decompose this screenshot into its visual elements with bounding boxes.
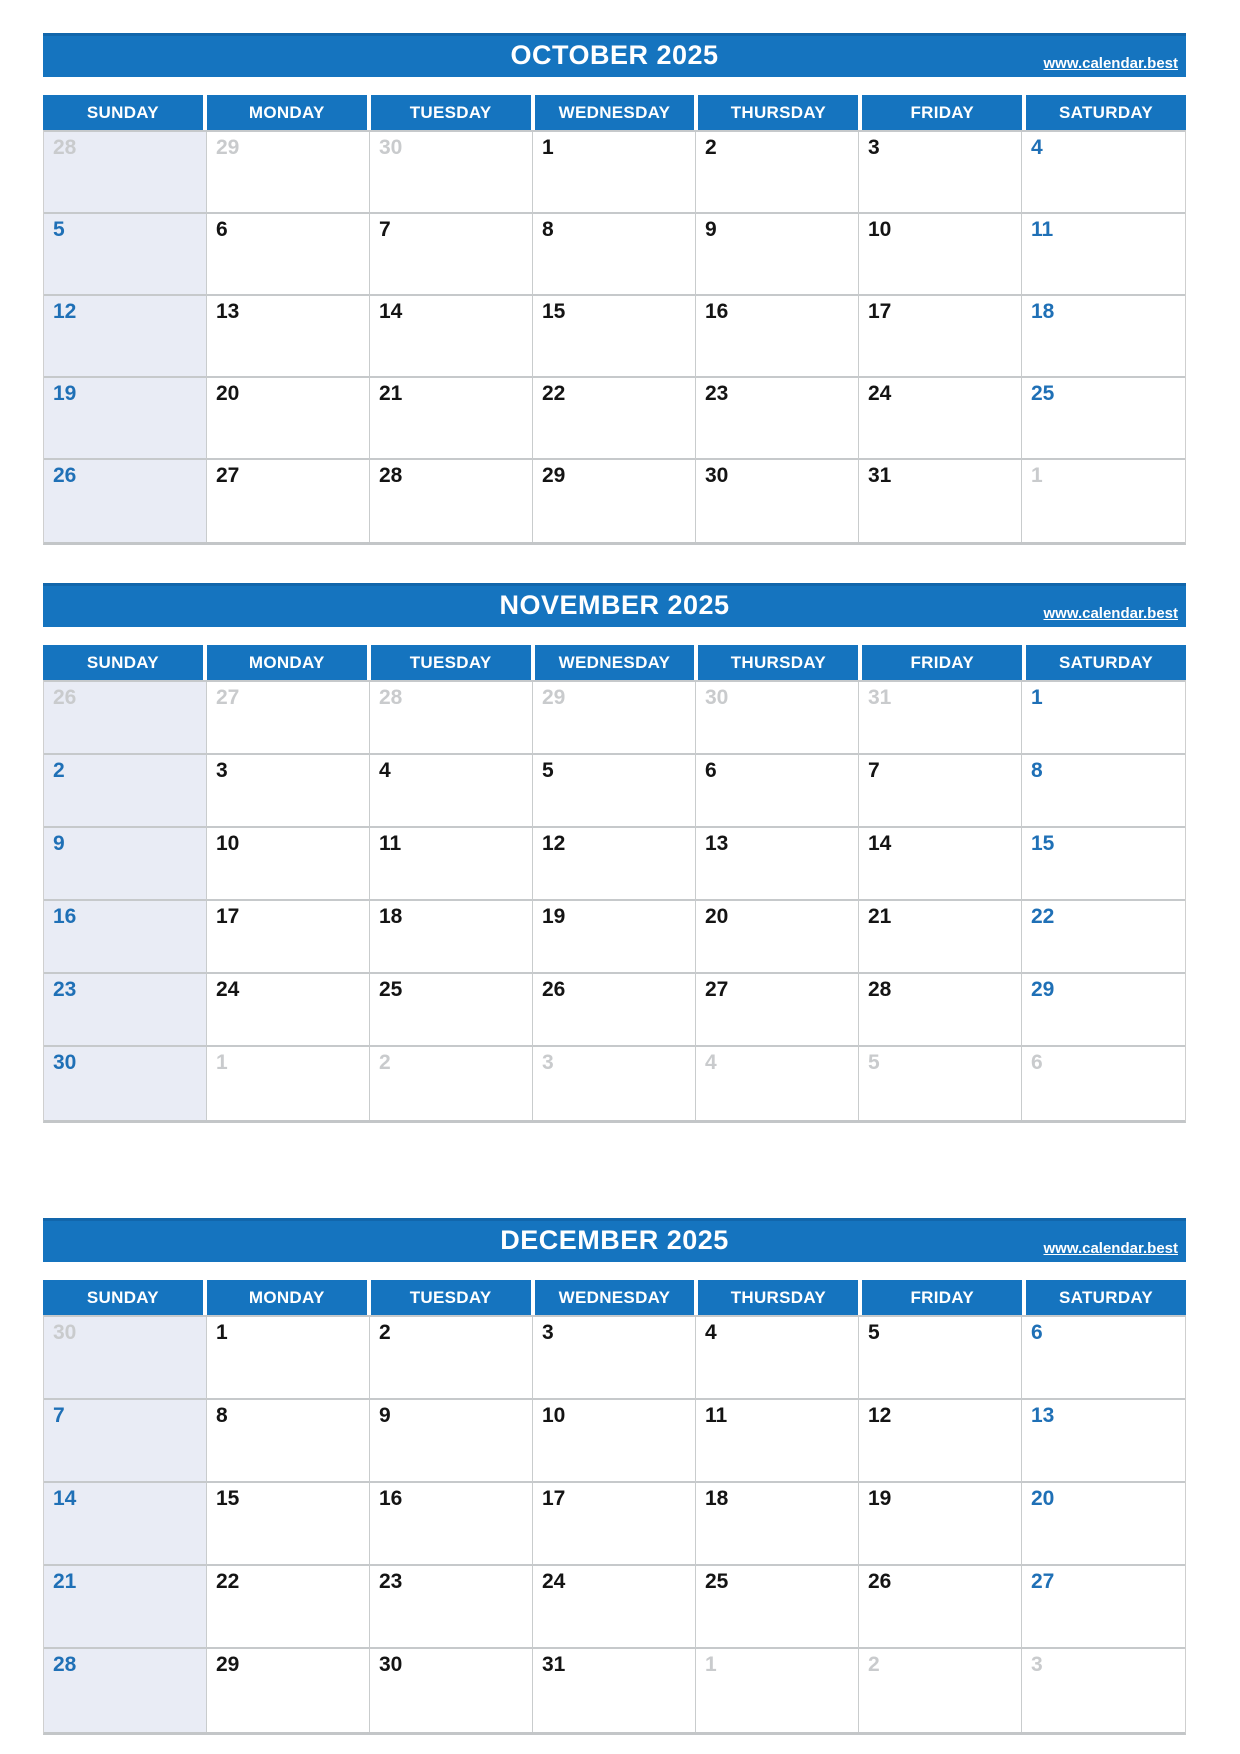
day-number: 30 [705,464,729,487]
day-cell [44,1566,207,1649]
day-number: 16 [705,300,729,323]
day-number: 1 [542,136,554,159]
day-number: 16 [379,1487,403,1510]
day-number: 3 [216,759,228,782]
day-number: 10 [216,832,240,855]
day-number: 17 [868,300,892,323]
weekday-header: THURSDAY [698,645,858,680]
day-number: 24 [542,1570,566,1593]
day-cell [207,378,370,460]
weekday-header: THURSDAY [698,1280,858,1315]
weekday-header: FRIDAY [862,1280,1022,1315]
site-link[interactable]: www.calendar.best [1043,1240,1178,1257]
day-number: 2 [868,1653,880,1676]
day-cell [370,1649,533,1732]
month-grid [43,130,1186,545]
day-cell [44,378,207,460]
day-cell [696,1483,859,1566]
day-number: 8 [542,218,554,241]
day-number: 4 [705,1321,717,1344]
day-cell [370,214,533,296]
day-cell [44,1483,207,1566]
weekday-header-row [43,1280,1186,1315]
day-cell [859,755,1022,828]
weekday-header-row [43,645,1186,680]
day-cell [370,1047,533,1120]
day-cell [207,1400,370,1483]
day-cell [859,378,1022,460]
day-number: 12 [868,1404,892,1427]
day-cell [1022,755,1185,828]
day-number: 19 [868,1487,892,1510]
day-number: 23 [379,1570,403,1593]
day-number: 2 [379,1051,391,1074]
day-number: 14 [53,1487,77,1510]
day-cell [859,214,1022,296]
day-cell [1022,214,1185,296]
day-cell [859,1649,1022,1732]
day-number: 14 [379,300,403,323]
day-cell [696,296,859,378]
day-cell [370,828,533,901]
day-cell [696,378,859,460]
day-number: 11 [705,1404,728,1427]
day-number: 13 [705,832,729,855]
day-cell [859,1047,1022,1120]
day-number: 7 [53,1404,65,1427]
day-number: 8 [216,1404,228,1427]
day-cell [1022,1483,1185,1566]
day-number: 22 [216,1570,240,1593]
month-section-november [43,583,1186,1123]
weekday-header: MONDAY [207,95,367,130]
day-cell [44,1400,207,1483]
day-number: 3 [542,1051,554,1074]
day-cell [44,901,207,974]
day-number: 21 [53,1570,77,1593]
day-number: 30 [53,1051,77,1074]
day-cell [370,378,533,460]
day-number: 30 [53,1321,77,1344]
site-link[interactable]: www.calendar.best [1043,55,1178,72]
day-number: 10 [542,1404,566,1427]
weekday-header: WEDNESDAY [535,95,695,130]
day-number: 29 [216,136,240,159]
day-number: 23 [705,382,729,405]
day-number: 26 [53,686,77,709]
day-number: 24 [216,978,240,1001]
day-cell [696,1317,859,1400]
day-number: 1 [1031,464,1043,487]
day-cell [207,1483,370,1566]
day-number: 19 [53,382,77,405]
day-number: 1 [216,1321,228,1344]
day-number: 20 [1031,1487,1055,1510]
day-cell [696,1400,859,1483]
day-cell [859,901,1022,974]
day-cell [1022,378,1185,460]
day-cell [1022,1649,1185,1732]
day-number: 9 [379,1404,391,1427]
weekday-header: WEDNESDAY [535,645,695,680]
month-grid [43,680,1186,1123]
day-cell [1022,296,1185,378]
day-number: 6 [1031,1321,1043,1344]
month-section-december [43,1218,1186,1735]
day-cell [533,1047,696,1120]
day-number: 5 [542,759,554,782]
day-number: 17 [542,1487,566,1510]
calendar-content [43,0,1186,1735]
day-cell [533,296,696,378]
day-cell [533,460,696,542]
day-number: 10 [868,218,892,241]
day-number: 18 [379,905,403,928]
day-cell [1022,1047,1185,1120]
day-cell [207,755,370,828]
day-number: 25 [705,1570,729,1593]
day-number: 28 [868,978,892,1001]
day-number: 30 [705,686,729,709]
day-number: 28 [53,136,77,159]
month-title-bar [43,1218,1186,1262]
day-number: 24 [868,382,892,405]
day-number: 9 [705,218,717,241]
weekday-header: MONDAY [207,1280,367,1315]
day-cell [533,1317,696,1400]
day-number: 30 [379,136,403,159]
weekday-header: TUESDAY [371,645,531,680]
day-number: 25 [379,978,403,1001]
weekday-header: MONDAY [207,645,367,680]
day-cell [859,1317,1022,1400]
day-number: 22 [542,382,566,405]
day-number: 16 [53,905,77,928]
day-number: 28 [379,686,403,709]
day-number: 26 [542,978,566,1001]
weekday-header: SUNDAY [43,645,203,680]
day-number: 28 [379,464,403,487]
day-number: 2 [705,136,717,159]
day-number: 29 [542,686,566,709]
day-number: 7 [868,759,880,782]
day-number: 5 [868,1051,880,1074]
weekday-header: SATURDAY [1026,95,1186,130]
day-number: 4 [379,759,391,782]
day-cell [696,974,859,1047]
weekday-header: TUESDAY [371,1280,531,1315]
day-cell [533,755,696,828]
day-cell [696,828,859,901]
weekday-header: TUESDAY [371,95,531,130]
day-number: 31 [868,464,892,487]
day-cell [44,1317,207,1400]
day-number: 4 [1031,136,1043,159]
weekday-header: THURSDAY [698,95,858,130]
day-cell [696,901,859,974]
month-grid [43,1315,1186,1735]
day-cell [207,132,370,214]
day-number: 31 [542,1653,566,1676]
weekday-header: FRIDAY [862,95,1022,130]
day-cell [859,974,1022,1047]
day-cell [859,132,1022,214]
day-cell [44,1649,207,1732]
day-cell [533,1566,696,1649]
day-number: 3 [868,136,880,159]
day-number: 1 [216,1051,228,1074]
day-cell [207,828,370,901]
weekday-header: FRIDAY [862,645,1022,680]
day-number: 29 [1031,978,1055,1001]
day-cell [44,214,207,296]
day-number: 25 [1031,382,1055,405]
site-link[interactable]: www.calendar.best [1043,605,1178,622]
day-cell [370,132,533,214]
day-number: 27 [216,464,240,487]
day-cell [44,460,207,542]
day-cell [533,682,696,755]
day-number: 31 [868,686,892,709]
day-cell [207,682,370,755]
day-number: 27 [705,978,729,1001]
day-number: 15 [1031,832,1055,855]
day-number: 29 [216,1653,240,1676]
day-number: 3 [1031,1653,1043,1676]
day-cell [1022,1566,1185,1649]
day-cell [533,378,696,460]
day-number: 1 [705,1653,717,1676]
day-cell [696,1047,859,1120]
day-cell [533,214,696,296]
day-cell [207,1317,370,1400]
day-number: 23 [53,978,77,1001]
day-number: 15 [216,1487,240,1510]
day-number: 6 [216,218,228,241]
day-number: 18 [705,1487,729,1510]
month-title-bar [43,33,1186,77]
day-cell [370,682,533,755]
day-number: 5 [868,1321,880,1344]
day-cell [1022,974,1185,1047]
day-number: 4 [705,1051,717,1074]
day-cell [859,1400,1022,1483]
day-number: 3 [542,1321,554,1344]
month-title-bar [43,583,1186,627]
day-cell [370,1317,533,1400]
day-number: 13 [1031,1404,1055,1427]
day-number: 28 [53,1653,77,1676]
day-cell [44,755,207,828]
day-cell [44,828,207,901]
day-cell [696,460,859,542]
weekday-header-row [43,95,1186,130]
day-number: 19 [542,905,566,928]
day-number: 27 [1031,1570,1055,1593]
day-cell [44,296,207,378]
day-cell [533,901,696,974]
day-cell [533,1649,696,1732]
weekday-header: SATURDAY [1026,645,1186,680]
day-cell [696,132,859,214]
day-number: 27 [216,686,240,709]
day-cell [44,1047,207,1120]
day-cell [370,1400,533,1483]
day-cell [533,974,696,1047]
day-cell [44,682,207,755]
day-cell [370,755,533,828]
day-number: 5 [53,218,65,241]
day-number: 21 [379,382,403,405]
day-cell [44,974,207,1047]
day-cell [370,460,533,542]
day-cell [207,974,370,1047]
day-number: 21 [868,905,892,928]
day-cell [207,1649,370,1732]
day-cell [44,132,207,214]
day-cell [696,1566,859,1649]
day-number: 26 [868,1570,892,1593]
day-cell [1022,828,1185,901]
day-cell [1022,901,1185,974]
day-cell [1022,682,1185,755]
month-section-october [43,33,1186,545]
day-cell [207,901,370,974]
day-number: 8 [1031,759,1043,782]
month-title: NOVEMBER 2025 [499,589,730,620]
day-number: 9 [53,832,65,855]
day-cell [696,214,859,296]
day-cell [696,1649,859,1732]
day-cell [370,1483,533,1566]
day-cell [1022,1317,1185,1400]
day-cell [1022,132,1185,214]
day-cell [859,682,1022,755]
day-number: 17 [216,905,240,928]
day-cell [1022,460,1185,542]
day-number: 29 [542,464,566,487]
day-number: 12 [542,832,566,855]
day-cell [533,1483,696,1566]
day-cell [533,132,696,214]
day-number: 13 [216,300,240,323]
day-number: 15 [542,300,566,323]
weekday-header: SATURDAY [1026,1280,1186,1315]
day-cell [370,296,533,378]
day-cell [207,460,370,542]
day-cell [207,296,370,378]
day-number: 11 [1031,218,1054,241]
day-cell [533,1400,696,1483]
day-number: 18 [1031,300,1055,323]
day-cell [370,1566,533,1649]
day-cell [370,974,533,1047]
day-cell [207,1566,370,1649]
day-cell [696,682,859,755]
day-number: 1 [1031,686,1043,709]
day-number: 7 [379,218,391,241]
day-number: 20 [705,905,729,928]
day-cell [207,1047,370,1120]
day-number: 6 [1031,1051,1043,1074]
day-number: 30 [379,1653,403,1676]
day-cell [696,755,859,828]
day-number: 26 [53,464,77,487]
day-number: 12 [53,300,77,323]
weekday-header: WEDNESDAY [535,1280,695,1315]
day-cell [859,1566,1022,1649]
day-cell [533,828,696,901]
day-cell [859,460,1022,542]
day-number: 2 [379,1321,391,1344]
day-number: 11 [379,832,402,855]
day-cell [859,828,1022,901]
day-cell [859,296,1022,378]
day-number: 20 [216,382,240,405]
day-cell [1022,1400,1185,1483]
month-title: OCTOBER 2025 [510,39,719,70]
day-cell [370,901,533,974]
day-cell [859,1483,1022,1566]
month-title: DECEMBER 2025 [500,1224,729,1255]
day-number: 22 [1031,905,1055,928]
weekday-header: SUNDAY [43,1280,203,1315]
day-number: 6 [705,759,717,782]
day-number: 14 [868,832,892,855]
day-number: 2 [53,759,65,782]
weekday-header: SUNDAY [43,95,203,130]
day-cell [207,214,370,296]
